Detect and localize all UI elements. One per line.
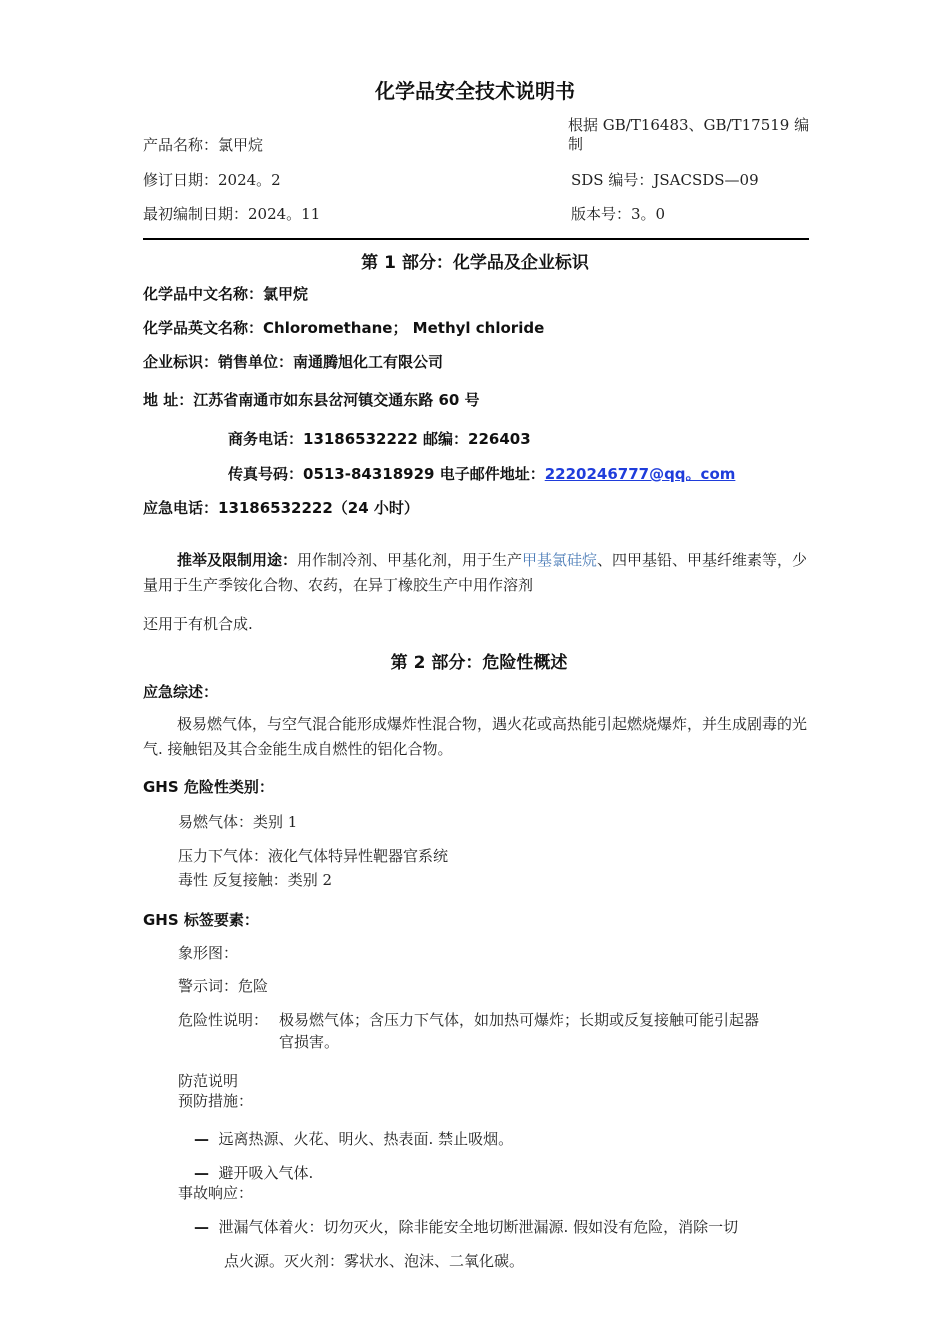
- recommended-use-text-cont: 、四甲基铅、甲基纤维素等，少量用于生产季铵化合物、农药，在异丁橡胶生产中用作溶剂: [143, 551, 808, 594]
- response-item-1-text: 泄漏气体着火：切勿灭火，除非能安全地切断泄漏源. 假如没有危险，消除一切: [218, 1218, 739, 1236]
- fax-and-email: [228, 463, 735, 484]
- standard-line-2: 制: [568, 135, 584, 153]
- hazard-statement-line-1: 极易燃气体；含压力下气体，如加热可爆炸；长期或反复接触可能引起器: [279, 1011, 760, 1029]
- ghs-class-toxicity: 毒性 反复接触：类别 2: [178, 871, 333, 889]
- prevention-item-1-text: 远离热源、火花、明火、热表面. 禁止吸烟。: [218, 1130, 514, 1148]
- company-identification: 企业标识：销售单位：南通腾旭化工有限公司: [143, 353, 444, 371]
- dash-bullet: —: [194, 1218, 209, 1236]
- prevention-item-2: [194, 1162, 313, 1183]
- product-name: 产品名称：氯甲烷: [143, 136, 264, 154]
- company-address: 地 址：江苏省南通市如东县岔河镇交通东路 60 号: [143, 391, 480, 409]
- section-2-heading: 第 2 部分：危险性概述: [390, 653, 568, 673]
- ghs-label-elements-label: GHS 标签要素：: [143, 911, 259, 929]
- precaution-label: 防范说明: [178, 1072, 239, 1090]
- response-item-1-cont: 点火源。灭火剂：雾状水、泡沫、二氧化碳。: [224, 1252, 525, 1270]
- standard-reference: [568, 116, 809, 154]
- hazard-statement-text: [279, 1009, 759, 1053]
- english-name: 化学品英文名称：Chloromethane； Methyl chloride: [143, 319, 545, 337]
- recommended-use-paragraph: [143, 548, 809, 598]
- hazard-statement-label: 危险性说明：: [178, 1011, 269, 1029]
- standard-line-1: 根据 GB/T16483、GB/T17519 编: [568, 116, 810, 134]
- prevention-label: 预防措施：: [178, 1092, 254, 1110]
- recommended-use-text: 用作制冷剂、甲基化剂，用于生产: [297, 551, 523, 569]
- emergency-overview-text: 极易燃气体，与空气混合能形成爆炸性混合物，遇火花或高热能引起燃烧爆炸，并生成剧毒的光气. 接触铝及其合金能生成自燃性的铝化合物。: [143, 715, 808, 758]
- prevention-item-1: [194, 1128, 513, 1149]
- organic-synthesis-text: 还用于有机合成.: [143, 615, 253, 633]
- recommended-use-label: 推举及限制用途：: [177, 551, 298, 569]
- email-link[interactable]: 2220246777@qq。com: [544, 465, 736, 483]
- ghs-classification-label: GHS 危险性类别：: [143, 778, 274, 796]
- section-1-heading: 第 1 部分：化学品及企业标识: [361, 253, 589, 273]
- sds-number: SDS 编号：JSACSDS—09: [571, 171, 759, 189]
- dash-bullet: —: [194, 1164, 209, 1182]
- signal-word: 警示词：危险: [178, 977, 269, 995]
- ghs-class-pressure: 压力下气体：液化气体特异性靶器官系统: [178, 847, 449, 865]
- emergency-overview-label: 应急综述：: [143, 683, 219, 701]
- response-label: 事故响应：: [178, 1184, 254, 1202]
- hazard-statement-line-2: 官损害。: [279, 1033, 340, 1051]
- methylchlorosilane-link[interactable]: 甲基氯硅烷: [522, 551, 598, 569]
- header-divider: [143, 238, 809, 240]
- dash-bullet: —: [194, 1130, 209, 1148]
- first-compile-date: 最初编制日期：2024。11: [143, 205, 321, 223]
- ghs-class-flammable: 易燃气体：类别 1: [178, 813, 298, 831]
- emergency-phone: 应急电话：13186532222（24 小时）: [143, 499, 419, 517]
- chinese-name: 化学品中文名称：氯甲烷: [143, 285, 309, 303]
- version-number: 版本号：3。0: [571, 205, 666, 223]
- document-title: 化学品安全技术说明书: [375, 79, 575, 103]
- business-phone: 商务电话：13186532222 邮编：226403: [228, 430, 531, 448]
- pictogram-label: 象形图：: [178, 944, 239, 962]
- fax-label: 传真号码：0513-84318929 电子邮件地址：: [228, 465, 545, 483]
- revision-date: 修订日期：2024。2: [143, 171, 281, 189]
- prevention-item-2-text: 避开吸入气体.: [218, 1164, 314, 1182]
- response-item-1: [194, 1216, 738, 1237]
